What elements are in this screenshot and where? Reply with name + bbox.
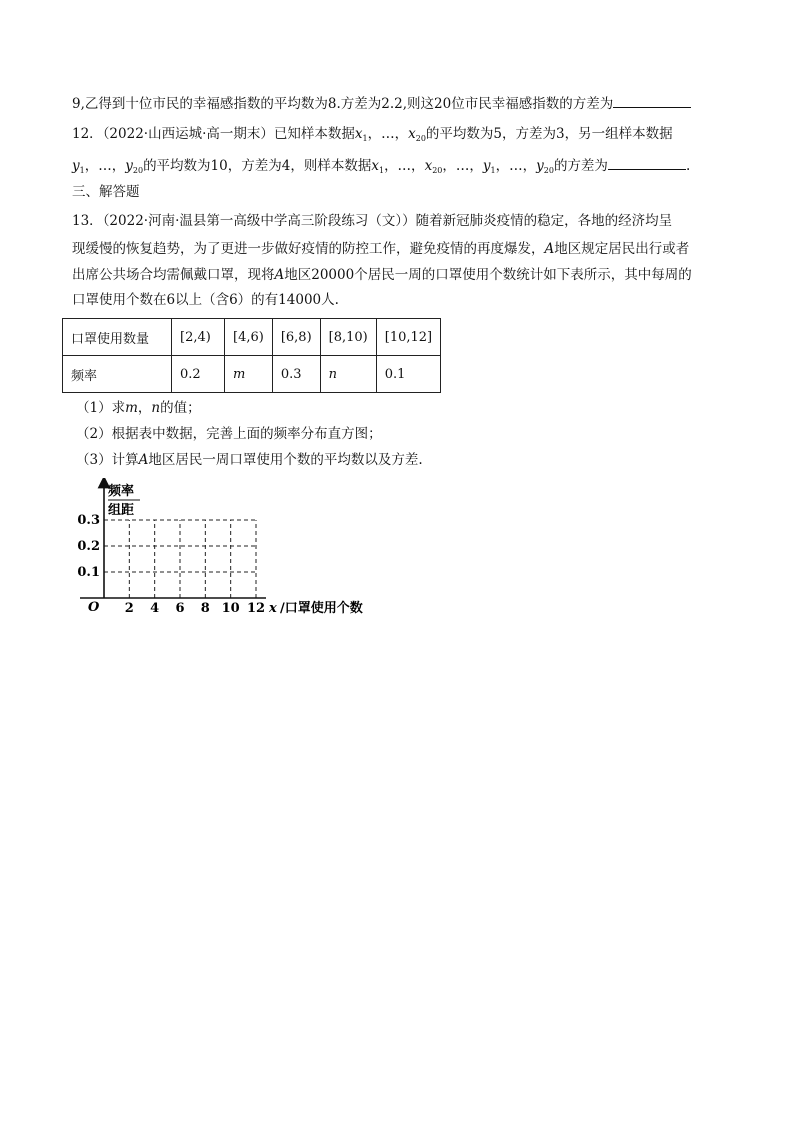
question-13-line-2 [72,239,724,259]
ellipsis: ，…， [367,126,409,142]
q13-text-e: 地区20000个居民一周的口罩使用个数统计如下表所示，其中每周的 [284,267,692,283]
table-cell: 0.1 [376,356,440,393]
section-heading [72,182,724,202]
x-tick-labels [125,601,265,616]
q12-number: 12． [72,126,103,142]
ellipsis: ，…， [495,158,537,174]
comma: ， [137,400,152,416]
y-tick-label: 0.1 [77,565,100,580]
table-cell: n [320,356,376,393]
answer-blank-11 [613,93,691,108]
table-header-cell: [8,10) [320,319,376,356]
table-cell: 0.2 [172,356,225,393]
subscript: 1 [378,166,385,175]
table-header-cell: [4,6) [225,319,273,356]
histogram-chart [70,478,400,628]
subscript: 20 [432,166,443,175]
y-axis-label-bottom: 组距 [108,503,135,518]
y-symbol: y [482,158,491,174]
a-symbol: A [274,267,285,283]
x-axis-variable: x [269,601,277,616]
x-tick-label: 10 [221,601,240,616]
text-line-1 [72,93,724,114]
sub-question-3-tail: 地区居民一周口罩使用个数的平均数以及方差. [148,452,423,468]
q13-text-f: 口罩使用个数在6以上（含6）的有14000人. [72,292,339,308]
sub-question-3-text: （3）计算 [76,452,139,468]
sub-question-1 [76,398,724,418]
table-cell: m [225,356,273,393]
table-row-label: 频率 [63,356,172,393]
q13-number: 13． [72,213,103,229]
q12-text-c: 的平均数为10，方差为4，则样本数据 [143,158,372,174]
q13-text-b: 现缓慢的恢复趋势，为了更进一步做好疫情的防控工作，避免疫情的再度爆发， [72,241,545,257]
x-symbol: x [424,158,433,174]
sub-question-1-text: （1）求 [76,400,126,416]
sub-question-2-text: （2）根据表中数据，完善上面的频率分布直方图； [76,426,382,442]
x-tick-label: 12 [246,601,266,616]
ellipsis: ，…， [442,158,483,174]
subscript: 20 [415,134,426,143]
q13-source: （2022·河南·温县第一高级中学高三阶段练习（文）） [102,213,416,229]
sub-question-2 [76,424,724,444]
a-symbol: A [544,241,555,257]
table-header-cell: [2,4) [172,319,225,356]
table-header-cell: [6,8) [272,319,320,356]
q12-source: （2022·山西运城·高一期末） [102,126,274,142]
origin-label: O [88,600,100,615]
frequency-table [62,318,441,393]
sub-question-3 [76,450,724,470]
table-header-row [63,319,441,356]
m-symbol: m [125,400,138,416]
x-tick-label: 2 [124,601,134,616]
x-tick-label: 4 [150,601,160,616]
question-13-line-3 [72,265,724,285]
x-symbol: x [371,158,379,174]
x-tick-label: 6 [175,601,185,616]
table-header-cell: [10,12] [376,319,440,356]
q12-text-a: 已知样本数据 [273,126,355,142]
table-row [63,356,441,393]
q13-text-c: 地区规定居民出行或者 [554,241,690,257]
n-symbol: n [151,400,161,416]
q13-text-a: 随着新冠肺炎疫情的稳定，各地的经济均呈 [415,213,673,229]
subscript: 1 [79,166,85,175]
q12-text-d: 的方差为 [553,158,608,174]
table-header-label: 口罩使用数量 [63,319,172,356]
question-12-line-1 [72,124,724,149]
x-symbol: x [354,126,363,142]
sub-question-1-tail: 的值； [160,400,201,416]
x-tick-label: 8 [200,601,210,616]
section-3-title: 三、解答题 [72,184,140,200]
y-symbol: y [125,158,133,174]
answer-blank-12 [608,155,686,170]
line-1-text: 9,乙得到十位市民的幸福感指数的平均数为8.方差为2.2,则这20位市民幸福感指数的方差为 [72,96,614,112]
question-13-line-1 [72,211,724,231]
dashed-grid [104,520,256,598]
subscript: 1 [362,134,368,143]
question-12-line-2 [72,155,724,181]
subscript: 20 [543,166,554,175]
y-axis-label-top: 频率 [108,484,135,499]
ellipsis: ，…， [84,158,126,174]
a-symbol: A [138,452,149,468]
y-symbol: y [72,158,80,174]
q12-text-b: 的平均数为5，方差为3，另一组样本数据 [425,126,673,142]
table-cell: 0.3 [272,356,320,393]
period: . [685,158,691,174]
subscript: 1 [490,166,496,175]
subscript: 20 [132,166,144,175]
x-axis-label: /口罩使用个数 [280,601,363,616]
y-symbol: y [536,158,544,174]
q13-text-d: 出席公共场合均需佩戴口罩，现将 [72,267,275,283]
y-tick-label: 0.3 [77,513,100,528]
y-tick-label: 0.2 [77,539,100,554]
y-tick-labels [77,513,100,580]
question-13-line-4 [72,290,724,310]
ellipsis: ，…， [384,158,425,174]
x-symbol: x [408,126,416,142]
